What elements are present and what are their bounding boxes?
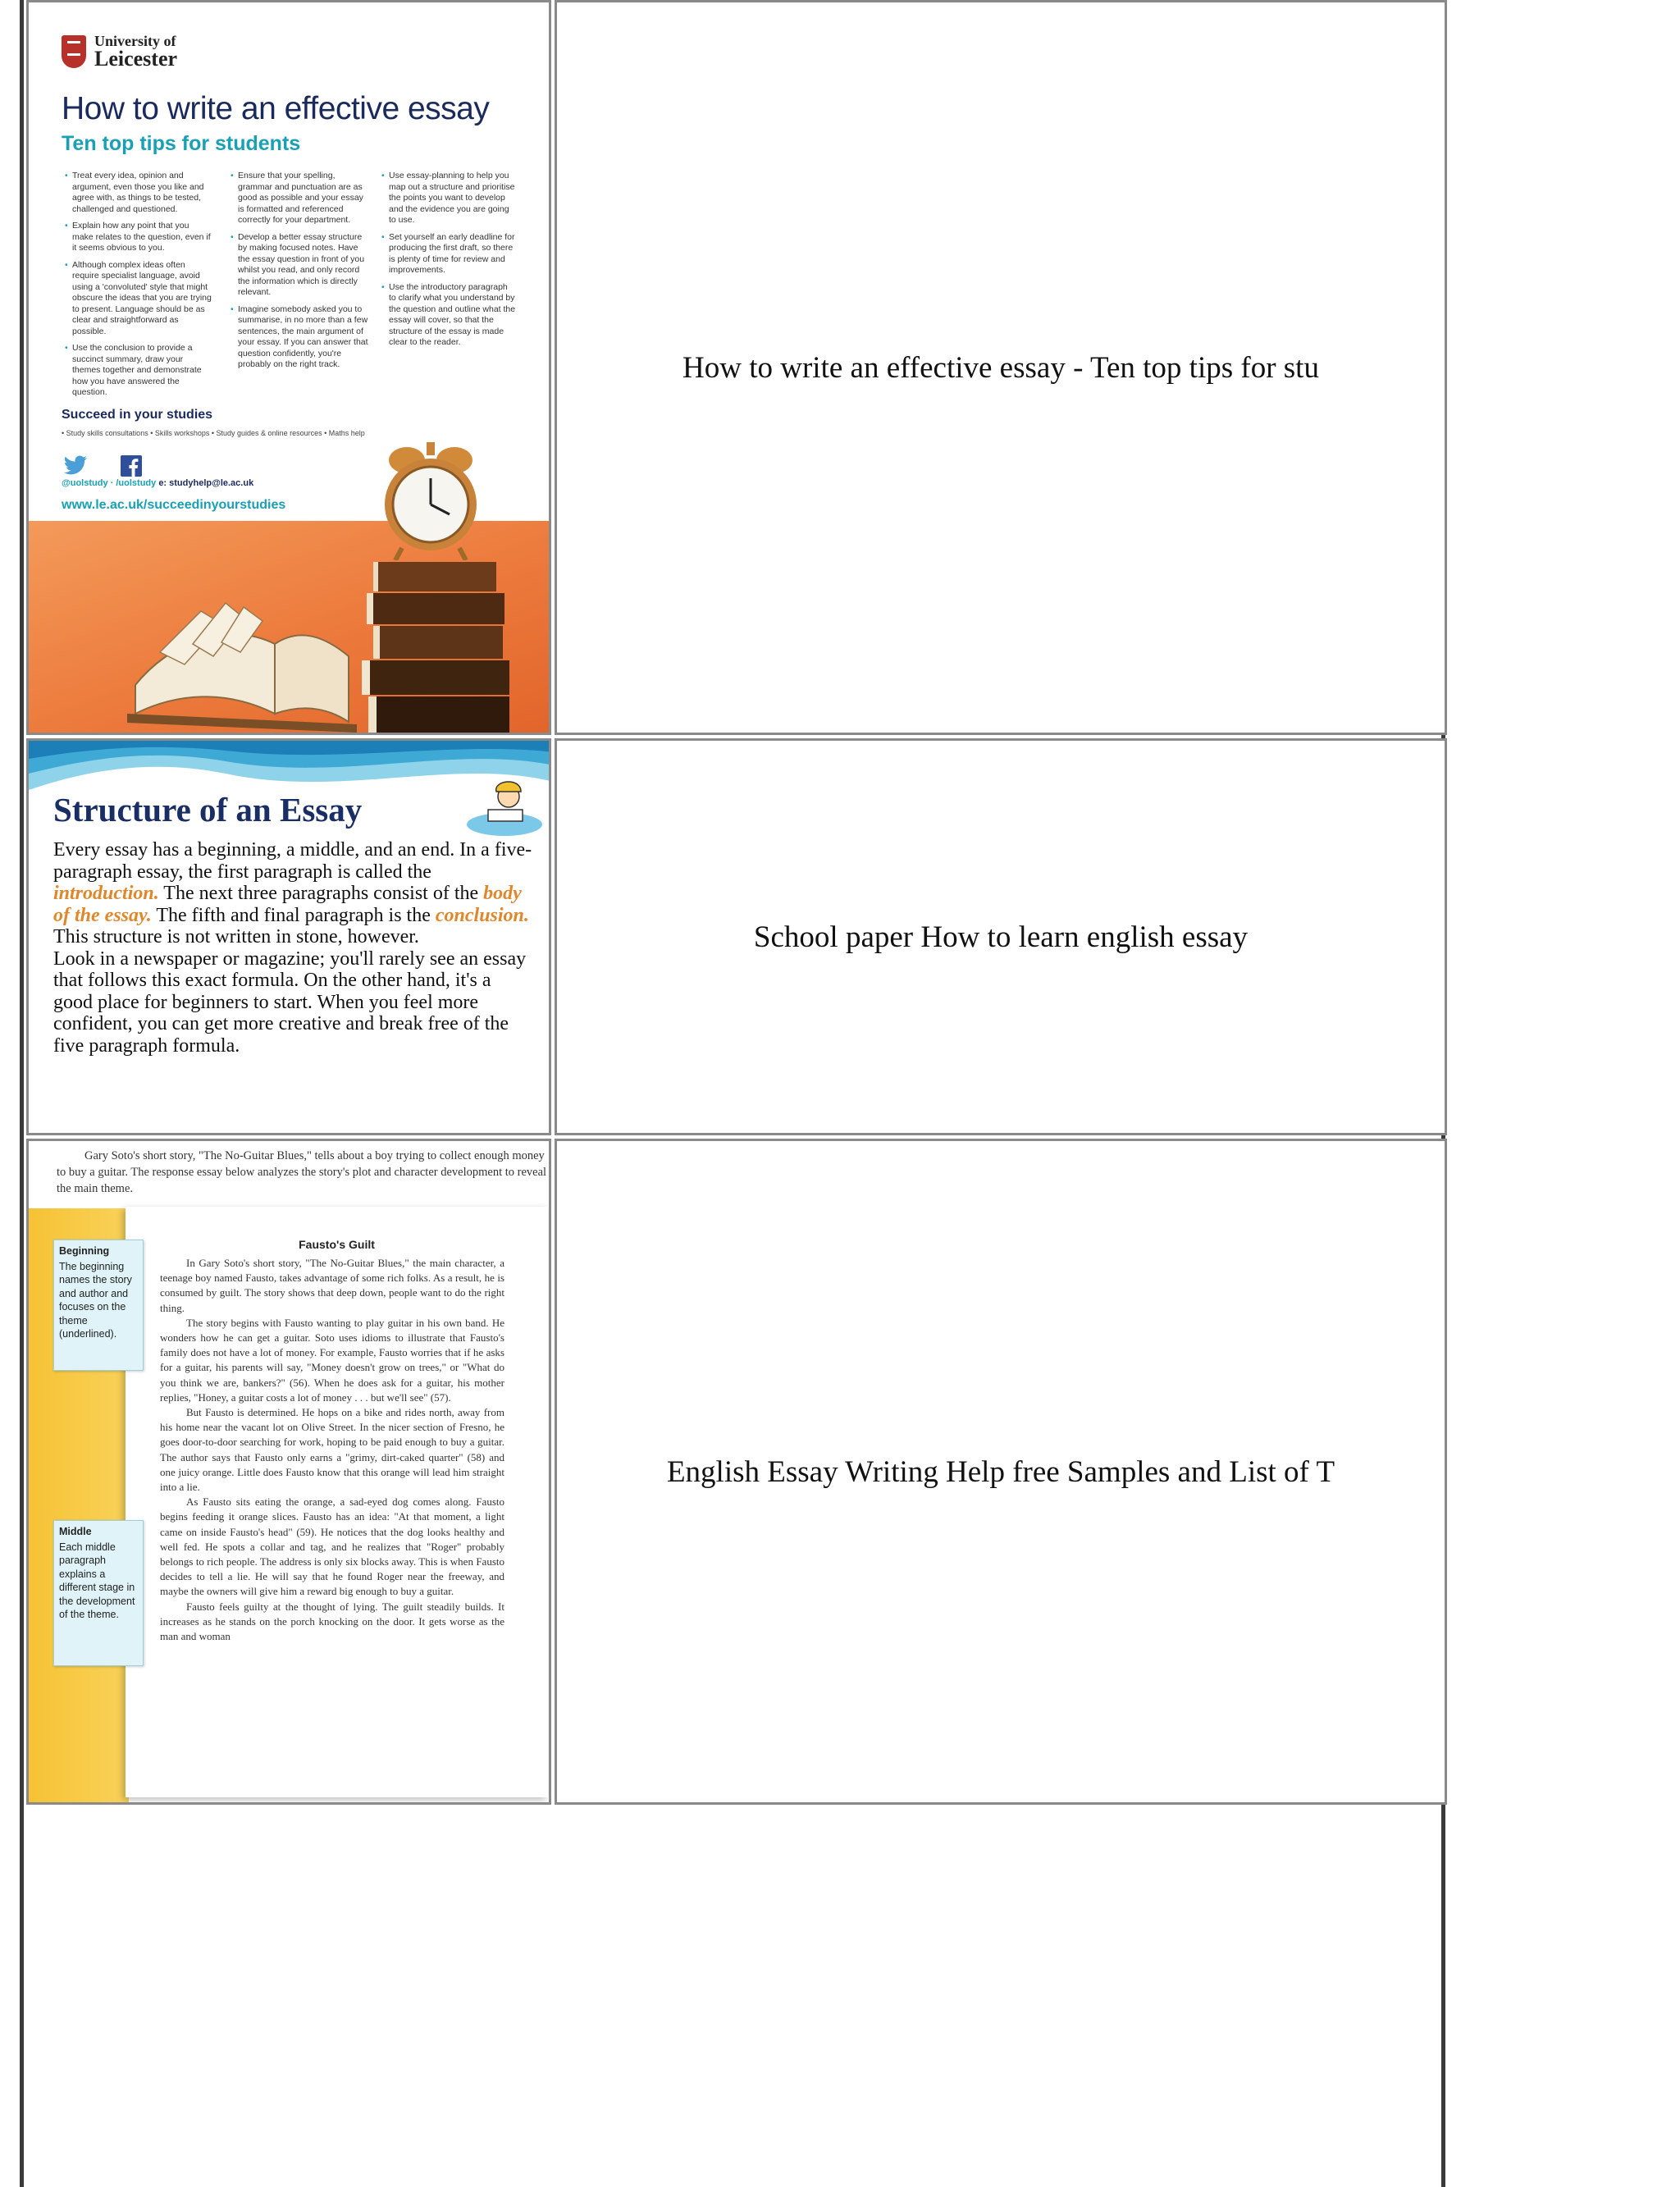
tip: • Use the introductory paragraph to clarify what you understand by the question and outline what the essay will cover, so that the structure of the essay is made clear to the reader. <box>381 282 517 349</box>
alarm-clock-image <box>377 437 484 560</box>
thumbnail-structure-of-essay[interactable] <box>26 738 551 1135</box>
poster-subtitle: Ten top tips for students <box>62 132 301 155</box>
poster <box>29 2 549 733</box>
note-text: Each middle paragraph explains a different stage in the development of the theme. <box>59 1541 135 1620</box>
facebook-icon <box>121 455 142 477</box>
highlight-introduction: introduction. <box>53 883 159 904</box>
intro-text: Gary Soto's short story, "The No-Guitar Blues," tells about a boy trying to collect enough money to buy a guitar. The response essay below analyzes the story's plot and character development to reveal the main theme. <box>57 1149 547 1195</box>
essay-title: Fausto's Guilt <box>299 1238 375 1251</box>
crest-icon <box>62 35 86 68</box>
email[interactable]: e: studyhelp@le.ac.uk <box>158 478 254 488</box>
website-url[interactable]: www.le.ac.uk/succeedinyourstudies <box>62 498 286 512</box>
essay-paragraph: The story begins with Fausto wanting to play guitar in his own band. He wonders how he can get a guitar. Soto uses idioms to illustrate that Fausto's family does not have a lot of money. For example, Fausto worries that if he asks for a guitar, his parents will say, "Money doesn't grow on trees," or "What do you think we are, bankers?" (56). When he does ask for a guitar, his mother replies, "Honey, a guitar costs a lot of money . . . but we'll see" (57). <box>160 1316 504 1404</box>
highlight-body: body of the essay. <box>53 883 522 926</box>
tips-column-2 <box>231 171 370 377</box>
note-beginning <box>53 1240 144 1371</box>
twitter-icon <box>63 455 88 475</box>
tip: • Explain how any point that you make relates to the question, even if it seems obvious to you. <box>65 221 212 254</box>
highlight-conclusion: conclusion. <box>435 904 529 926</box>
tip: • Ensure that your spelling, grammar and punctuation are as good as possible and your essay is formatted and referenced correctly for your department. <box>231 171 370 226</box>
tip: • Set yourself an early deadline for producing the first draft, so there is plenty of time for review and improvements. <box>381 232 517 276</box>
thumbnail-faustos-guilt[interactable] <box>26 1139 551 1805</box>
body-text: The fifth and final paragraph is the <box>151 904 436 926</box>
essay-paragraph: Fausto feels guilty at the thought of lying. The guilt steadily builds. It increases as he stands on the porch knocking on the door. It gets worse as the man and woman <box>160 1600 504 1643</box>
facebook-handle[interactable]: /uolstudy <box>116 478 157 488</box>
caption-row-2[interactable] <box>555 738 1447 1135</box>
reading-child-icon <box>463 774 546 838</box>
tip: • Develop a better essay structure by making focused notes. Have the essay question in front of you whilst you read, and only record the information which is directly relevant. <box>231 232 370 299</box>
note-text: The beginning names the story and author and focuses on the theme (underlined). <box>59 1260 132 1340</box>
body-text: Every essay has a beginning, a middle, and an end. In a five-paragraph essay, the first paragraph is called the <box>53 839 532 883</box>
note-heading: Middle <box>59 1526 92 1537</box>
structure-slide <box>29 741 549 1133</box>
body-text: The next three paragraphs consist of the <box>158 883 484 904</box>
university-of: University of <box>94 33 176 49</box>
slide-body <box>53 839 533 1057</box>
thumbnail-leicester-poster[interactable] <box>26 0 551 735</box>
tip: • Use essay-planning to help you map out a structure and prioritise the points you want to develop and the evidence you are going to use. <box>381 171 517 226</box>
caption-link[interactable]: English Essay Writing Help free Samples and List of T <box>666 1454 1335 1489</box>
caption-row-3[interactable] <box>555 1139 1447 1805</box>
caption-link[interactable]: School paper How to learn english essay <box>753 920 1249 954</box>
twitter-handle[interactable]: @uolstudy <box>62 478 108 488</box>
tip: • Imagine somebody asked you to summarise, in no more than a few sentences, the main argument of your essay. If you can answer that question confidently, you're probably on the right track. <box>231 304 370 371</box>
note-middle <box>53 1520 144 1666</box>
services-list: • Study skills consultations • Skills workshops • Study guides & online resources • Maths help <box>62 429 365 437</box>
essay-body <box>160 1256 504 1644</box>
social-icons <box>63 455 142 477</box>
university-name: Leicester <box>94 47 178 71</box>
body-paragraph-3: confident, you can get more creative and break free of the five paragraph formula. <box>53 1013 509 1057</box>
contact-line: @uolstudy · /uolstudy e: studyhelp@le.ac.uk <box>62 478 254 488</box>
caption-row-1[interactable] <box>555 0 1447 735</box>
note-heading: Beginning <box>59 1245 110 1257</box>
essay-paragraph: But Fausto is determined. He hops on a bike and rides north, away from his home near the vacant lot on Olive Street. In the nicer section of Fresno, he goes door-to-door searching for work, hoping to be paid enough to buy a guitar. The author says that Fausto only earns a "grimy, dirt-caked quarter" (58) and one juicy orange. Little does Fausto know that this orange will lead him straight into a lie. <box>160 1406 504 1494</box>
tip: • Use the conclusion to provide a succinct summary, draw your themes together and demonstrate how you have answered the question. <box>65 343 212 399</box>
body-paragraph-2: Look in a newspaper or magazine; you'll rarely see an essay that follows this exact formula. On the other hand, it's a good place for beginners to start. When you feel more <box>53 947 527 1013</box>
caption-link[interactable]: How to write an effective essay - Ten top tips for stu <box>682 350 1319 385</box>
poster-title: How to write an effective essay <box>62 91 490 126</box>
tips-column-3 <box>381 171 517 354</box>
essay-paragraph: In Gary Soto's short story, "The No-Guitar Blues," the main character, a teenage boy named Fausto, takes advantage of some rich folks. As a result, he is consumed by guilt. The story shows that deep down, people want to do the right thing. <box>160 1257 504 1314</box>
body-text: This structure is not written in stone, however. <box>53 926 419 947</box>
tip: • Treat every idea, opinion and argument, even those you like and agree with, as things to be tested, challenged and questioned. <box>65 171 212 215</box>
essay-sample <box>29 1141 549 1802</box>
university-logo <box>62 34 177 70</box>
essay-paragraph: As Fausto sits eating the orange, a sad-eyed dog comes along. Fausto begins feeding it orange slices. Fausto has an idea: "At that moment, a light came on inside Fausto's head" (59). He notices that the dog looks healthy and well fed. He spots a collar and tag, and he realizes that "Roger" probably belongs to rich people. The address is only six blocks away. This is when Fausto decides to tell a lie. He will say that he found Roger near the freeway, and maybe the owners will give him a reward big enough to buy a guitar. <box>160 1495 504 1598</box>
tip: • Although complex ideas often require specialist language, avoid using a 'convoluted' style that might obscure the ideas that you are trying to present. Language should be as clear and straightforward as possible. <box>65 260 212 338</box>
succeed-heading: Succeed in your studies <box>62 408 213 422</box>
slide-title: Structure of an Essay <box>53 791 363 829</box>
tips-column-1 <box>65 171 212 404</box>
